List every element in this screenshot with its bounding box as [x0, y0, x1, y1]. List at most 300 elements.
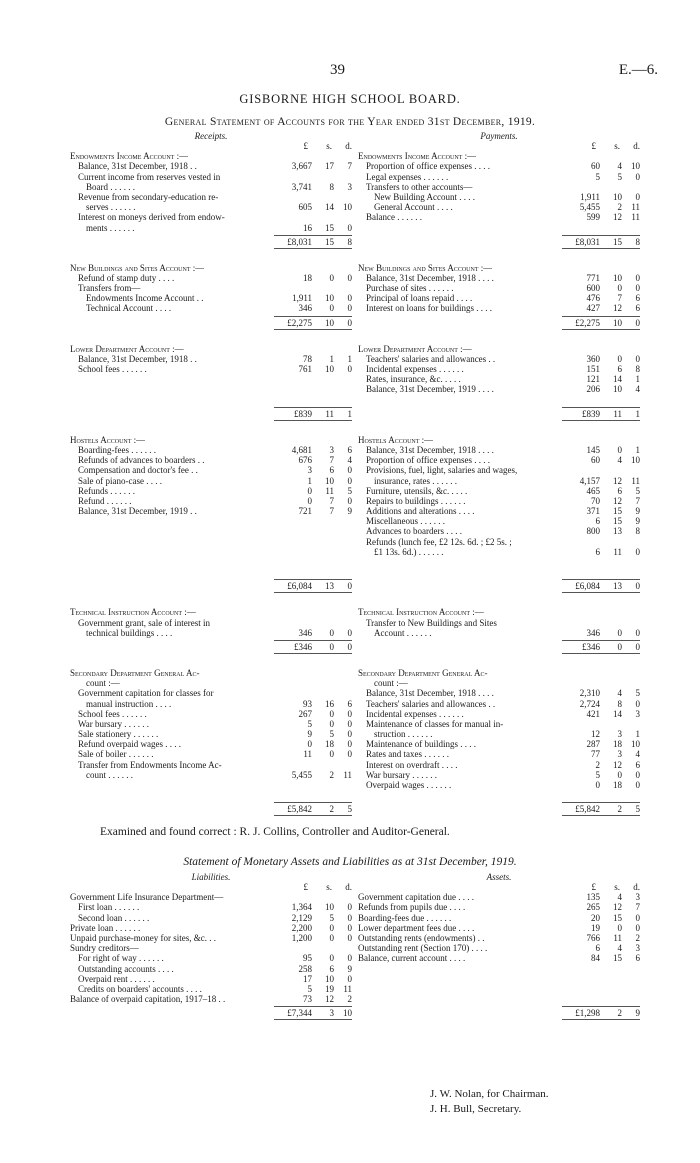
pounds-value: 2,200 — [291, 922, 312, 933]
amount — [560, 476, 640, 486]
account-line — [70, 678, 352, 688]
line-label: Teachers' salaries and allowances . . — [366, 353, 496, 364]
pounds-value: 206 — [586, 384, 600, 395]
line-label: Proportion of office expenses . . . . — [366, 455, 491, 466]
amount — [272, 364, 352, 374]
pence-value: 0 — [347, 465, 352, 476]
shillings-value: 0 — [329, 922, 334, 933]
pence-value: 11 — [343, 983, 352, 994]
total-double-rule — [274, 1019, 352, 1020]
pence-value: 7 — [635, 902, 640, 913]
chairman-signature: J. W. Nolan, for Chairman. — [430, 1088, 549, 1100]
shillings-value: 0 — [617, 283, 622, 294]
shillings-value: 10 — [613, 317, 622, 328]
pounds-value: 800 — [586, 526, 600, 537]
account-section — [358, 151, 640, 249]
account-line — [358, 790, 640, 800]
amount — [560, 581, 640, 591]
shillings-value: 0 — [329, 303, 334, 314]
pounds-value: 3,667 — [291, 161, 312, 172]
blank-line — [358, 994, 640, 1004]
pounds-value: 5 — [307, 718, 312, 729]
amount — [560, 913, 640, 923]
account-section — [70, 435, 352, 594]
shillings-value: 0 — [617, 922, 622, 933]
pence-value: 8 — [635, 364, 640, 375]
amount — [560, 172, 640, 182]
line-label: Repairs to buildings . . . . . . — [366, 495, 466, 506]
amount — [272, 719, 352, 729]
line-label: Current income from reserves vested in — [78, 171, 221, 182]
line-label: Rates and taxes . . . . . . — [366, 749, 449, 760]
pence-value: 4 — [635, 749, 640, 760]
amount — [272, 642, 352, 652]
line-label: Advances to boarders . . . . — [366, 526, 462, 537]
payments-heading: Payments. — [480, 131, 518, 141]
pounds-value: 20 — [591, 912, 600, 923]
shillings-value: 13 — [613, 581, 622, 592]
pence-value: 0 — [635, 353, 640, 364]
shillings-value: 15 — [613, 912, 622, 923]
total-double-rule — [562, 815, 640, 816]
shillings-value: 11 — [613, 932, 622, 943]
line-label: First loan . . . . . . — [78, 902, 140, 913]
account-line — [70, 770, 352, 780]
pence-value: 10 — [343, 1008, 352, 1019]
shillings-value: 10 — [325, 317, 334, 328]
line-label: Private loan . . . . . . — [70, 922, 141, 933]
pounds-value: 95 — [303, 953, 312, 964]
account-line — [358, 161, 640, 171]
pence-value: 11 — [631, 212, 640, 223]
liabilities-heading: Liabilities. — [191, 872, 231, 882]
total-double-rule — [562, 329, 640, 330]
account-section — [358, 344, 640, 421]
amount — [560, 409, 640, 419]
account-line — [358, 465, 640, 475]
pence-value: 0 — [347, 973, 352, 984]
line-label: technical buildings . . . . — [86, 627, 173, 638]
shillings-value: 3 — [329, 1008, 334, 1019]
amount — [272, 273, 352, 283]
line-label: Transfer from Endowments Income Ac- — [78, 759, 222, 770]
pence-value: 0 — [347, 627, 352, 638]
currency-header — [70, 882, 352, 892]
shillings-value: 15 — [325, 236, 334, 247]
pence-value: 0 — [347, 932, 352, 943]
line-label: Maintenance of buildings . . . . — [366, 739, 476, 750]
pounds-label: £ — [591, 141, 596, 152]
pence-value: 6 — [347, 444, 352, 455]
account-section — [70, 607, 352, 654]
shillings-value: 8 — [617, 698, 622, 709]
account-line — [70, 749, 352, 759]
pounds-value: 2,129 — [291, 912, 312, 923]
pence-value: 0 — [347, 912, 352, 923]
account-line — [70, 943, 352, 953]
total-rule — [562, 1006, 640, 1007]
account-line — [358, 709, 640, 719]
account-title — [358, 607, 640, 617]
amount — [560, 318, 640, 328]
pounds-value: 2,310 — [579, 688, 600, 699]
amount — [560, 1008, 640, 1018]
pence-value: 5 — [635, 688, 640, 699]
line-label: Balance, 31st December, 1919 . . — [78, 506, 197, 517]
shillings-value: 10 — [325, 973, 334, 984]
line-label: Boarding-fees . . . . . . — [78, 444, 156, 455]
amount — [560, 161, 640, 171]
total-rule — [274, 802, 352, 803]
shillings-value: 10 — [325, 364, 334, 375]
receipts-body — [70, 151, 352, 816]
account-title-text: Lower Department Account :— — [358, 343, 472, 354]
line-label: Government Life Insurance Department— — [70, 892, 224, 903]
pence-value: 11 — [631, 475, 640, 486]
pence-value: 0 — [635, 283, 640, 294]
line-label: Incidental expenses . . . . . . — [366, 708, 464, 719]
account-line — [70, 628, 352, 638]
pounds-value: 599 — [586, 212, 600, 223]
pence-value: 0 — [635, 769, 640, 780]
shillings-value: 7 — [329, 506, 334, 517]
line-label: count :— — [374, 678, 408, 689]
shillings-value: 0 — [329, 627, 334, 638]
account-line — [358, 729, 640, 739]
pence-value: 8 — [635, 526, 640, 537]
account-line — [70, 192, 352, 202]
amount — [272, 628, 352, 638]
line-label: Balance, 31st December, 1918 . . — [78, 353, 197, 364]
pounds-value: 3 — [307, 465, 312, 476]
pence-label: d. — [345, 882, 352, 893]
account-section — [70, 344, 352, 421]
amount — [560, 445, 640, 455]
line-label: Lower department fees due . . . . — [358, 922, 475, 933]
pence-value: 9 — [635, 506, 640, 517]
assets-liabilities-title: Statement of Monetary Assets and Liabilities as at 31st December, 1919. — [183, 856, 517, 868]
account-line — [70, 618, 352, 628]
pounds-value: 6 — [595, 516, 600, 527]
pence-value: 3 — [635, 892, 640, 903]
line-label: Sale of piano-case . . . . — [78, 475, 162, 486]
pounds-value: 427 — [586, 303, 600, 314]
pounds-label: £ — [591, 882, 596, 893]
total-rule — [562, 802, 640, 803]
account-title — [70, 435, 352, 445]
account-line — [70, 994, 352, 1004]
pounds-value: 121 — [586, 374, 600, 385]
account-line — [70, 455, 352, 465]
line-label: Outstanding accounts . . . . — [78, 963, 174, 974]
pence-value: 0 — [635, 191, 640, 202]
amount — [272, 455, 352, 465]
total-double-rule — [562, 653, 640, 654]
pounds-value: 465 — [586, 485, 600, 496]
line-label: Refunds of advances to boarders . . — [78, 455, 205, 466]
shillings-value: 13 — [613, 526, 622, 537]
amount — [560, 923, 640, 933]
pence-value: 0 — [347, 495, 352, 506]
line-label: Interest on loans for buildings . . . . — [366, 303, 492, 314]
amount — [272, 476, 352, 486]
pounds-value: 1,200 — [291, 932, 312, 943]
shillings-label: s. — [326, 882, 332, 893]
pence-value: 10 — [631, 455, 640, 466]
account-line — [70, 913, 352, 923]
liabilities-column — [70, 872, 352, 1020]
account-title-text: Endowments Income Account :— — [358, 151, 477, 162]
pence-value: 2 — [347, 994, 352, 1005]
account-line — [358, 780, 640, 790]
account-line — [358, 192, 640, 202]
amount — [560, 303, 640, 313]
pounds-value: 265 — [586, 902, 600, 913]
board-title: GISBORNE HIGH SCHOOL BOARD. — [239, 92, 461, 106]
shillings-label: s. — [614, 882, 620, 893]
shillings-value: 5 — [329, 729, 334, 740]
amount — [272, 974, 352, 984]
total-rule — [274, 579, 352, 580]
pence-value: 1 — [347, 408, 352, 419]
amount — [560, 729, 640, 739]
line-label: Technical Account . . . . — [86, 303, 172, 314]
pence-value: 0 — [347, 272, 352, 283]
amount — [560, 192, 640, 202]
account-line — [70, 303, 352, 313]
pence-value: 11 — [631, 202, 640, 213]
line-label: ments . . . . . . — [86, 222, 135, 233]
pounds-value: 70 — [591, 495, 600, 506]
account-line — [70, 506, 352, 516]
pounds-value: 6 — [595, 546, 600, 557]
shillings-value: 7 — [329, 455, 334, 466]
account-line — [358, 557, 640, 567]
shillings-value: 12 — [613, 902, 622, 913]
total-double-rule — [562, 420, 640, 421]
account-line — [358, 526, 640, 536]
shillings-value: 6 — [617, 364, 622, 375]
receipts-heading: Receipts. — [194, 131, 228, 141]
pounds-value: 16 — [303, 222, 312, 233]
pence-value: 0 — [635, 581, 640, 592]
pounds-value: £839 — [294, 408, 312, 419]
amount — [272, 409, 352, 419]
amount — [272, 994, 352, 1004]
amount — [560, 293, 640, 303]
shillings-value: 0 — [329, 272, 334, 283]
shillings-value: 3 — [617, 749, 622, 760]
amount — [560, 506, 640, 516]
account-line — [358, 486, 640, 496]
account-section — [358, 668, 640, 816]
amount — [560, 364, 640, 374]
amount — [272, 699, 352, 709]
account-line — [70, 172, 352, 182]
account-title-text: Hostels Account :— — [70, 434, 146, 445]
amount — [272, 913, 352, 923]
shillings-value: 15 — [613, 506, 622, 517]
pence-value: 10 — [631, 161, 640, 172]
account-line — [70, 273, 352, 283]
total-double-rule — [274, 592, 352, 593]
total-double-rule — [274, 653, 352, 654]
pounds-value: 5 — [595, 171, 600, 182]
payments-column — [358, 131, 640, 816]
shillings-value: 14 — [325, 202, 334, 213]
pounds-value: 771 — [586, 272, 600, 283]
line-label: Board . . . . . . — [86, 181, 135, 192]
shillings-value: 16 — [325, 698, 334, 709]
account-total — [70, 405, 352, 421]
total-double-rule — [274, 420, 352, 421]
pounds-value: £6,084 — [287, 581, 312, 592]
pounds-value: £2,275 — [287, 317, 312, 328]
line-label: Balance, 31st December, 1918 . . . . — [366, 688, 494, 699]
pounds-value: £8,031 — [575, 236, 600, 247]
pence-value: 0 — [347, 739, 352, 750]
currency-header — [358, 882, 640, 892]
line-label: Refund . . . . . . — [78, 495, 132, 506]
line-label: Additions and alterations . . . . — [366, 506, 475, 517]
pence-value: 5 — [347, 485, 352, 496]
shillings-value: 3 — [329, 444, 334, 455]
account-line — [358, 374, 640, 384]
shillings-value: 7 — [617, 293, 622, 304]
shillings-value: 15 — [613, 953, 622, 964]
amount — [560, 749, 640, 759]
line-label: Endowments Income Account . . — [86, 293, 204, 304]
shillings-label: s. — [326, 141, 332, 152]
amount — [272, 182, 352, 192]
account-line — [70, 202, 352, 212]
account-total — [358, 314, 640, 330]
account-title — [70, 668, 352, 678]
account-line — [358, 496, 640, 506]
line-label: insurance, rates . . . . . . — [374, 475, 457, 486]
account-line — [358, 719, 640, 729]
pounds-value: 761 — [298, 364, 312, 375]
account-title — [70, 263, 352, 273]
account-line — [70, 212, 352, 222]
amount — [272, 293, 352, 303]
payments-body — [358, 151, 640, 816]
shillings-value: 15 — [613, 236, 622, 247]
pounds-value: £346 — [294, 641, 312, 652]
account-section — [70, 668, 352, 816]
account-line — [70, 526, 352, 536]
line-label: Sale stationery . . . . . . — [78, 729, 159, 740]
amount — [560, 547, 640, 557]
amount — [272, 709, 352, 719]
shillings-value: 1 — [329, 353, 334, 364]
shillings-value: 11 — [325, 408, 334, 419]
amount — [560, 780, 640, 790]
account-title — [70, 607, 352, 617]
account-line — [70, 923, 352, 933]
line-label: Transfers to other accounts— — [366, 181, 473, 192]
account-title — [70, 151, 352, 161]
shillings-value: 15 — [325, 222, 334, 233]
shillings-value: 0 — [617, 641, 622, 652]
pence-value: 0 — [635, 272, 640, 283]
pence-value: 2 — [635, 932, 640, 943]
amount — [560, 273, 640, 283]
amount — [272, 223, 352, 233]
amount — [272, 770, 352, 780]
amount — [560, 739, 640, 749]
pence-value: 1 — [347, 353, 352, 364]
pence-value: 3 — [347, 181, 352, 192]
pence-value: 0 — [347, 749, 352, 760]
account-line — [358, 506, 640, 516]
currency-header — [358, 141, 640, 151]
account-total — [358, 1004, 640, 1020]
line-label: £1 13s. 6d.) . . . . . . — [374, 546, 444, 557]
pence-value: 10 — [631, 739, 640, 750]
account-line — [70, 354, 352, 364]
pence-value: 10 — [343, 202, 352, 213]
account-line — [358, 354, 640, 364]
pence-value: 0 — [347, 953, 352, 964]
shillings-value: 10 — [613, 191, 622, 202]
shillings-value: 10 — [613, 384, 622, 395]
line-label: Refund of stamp duty . . . . — [78, 272, 175, 283]
amount — [560, 237, 640, 247]
account-title-text: Endowments Income Account :— — [70, 151, 189, 162]
account-line — [358, 364, 640, 374]
amount — [272, 581, 352, 591]
pence-value: 0 — [635, 641, 640, 652]
account-line — [358, 455, 640, 465]
pounds-value: 12 — [591, 729, 600, 740]
blank-line — [358, 984, 640, 994]
account-line — [358, 688, 640, 698]
line-label: struction . . . . . . — [374, 729, 433, 740]
shillings-value: 6 — [329, 465, 334, 476]
pounds-value: £5,842 — [287, 804, 312, 815]
pounds-value: 676 — [298, 455, 312, 466]
line-label: Purchase of sites . . . . . . — [366, 283, 454, 294]
line-label: Balance, current account . . . . — [358, 953, 466, 964]
account-line — [358, 923, 640, 933]
account-line — [358, 760, 640, 770]
pence-value: 1 — [635, 444, 640, 455]
line-label: Refunds . . . . . . — [78, 485, 135, 496]
account-line — [70, 709, 352, 719]
pence-value: 0 — [347, 708, 352, 719]
pounds-value: £7,344 — [287, 1008, 312, 1019]
account-section — [70, 151, 352, 249]
line-label: For right of way . . . . . . — [78, 953, 164, 964]
pence-value: 0 — [347, 718, 352, 729]
account-section — [358, 263, 640, 330]
account-line — [358, 303, 640, 313]
account-line — [70, 496, 352, 506]
pence-value: 5 — [635, 804, 640, 815]
pounds-value: 0 — [307, 739, 312, 750]
line-label: Furniture, utensils, &c. . . . . — [366, 485, 468, 496]
pence-value: 0 — [347, 475, 352, 486]
amount — [272, 237, 352, 247]
account-line — [70, 739, 352, 749]
amount — [272, 161, 352, 171]
line-label: manual instruction . . . . — [86, 698, 172, 709]
pounds-value: £839 — [582, 408, 600, 419]
line-label: Interest on moneys derived from endow- — [78, 212, 225, 223]
pounds-value: 2,724 — [579, 698, 600, 709]
pounds-value: 93 — [303, 698, 312, 709]
